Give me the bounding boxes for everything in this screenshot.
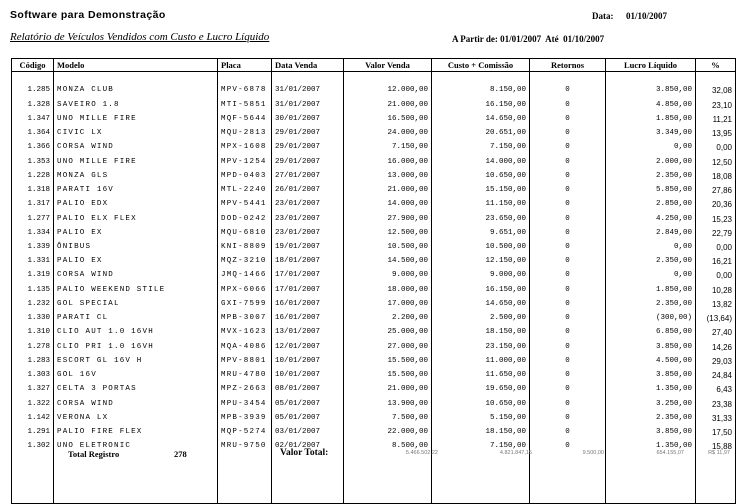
cell-percent: 17,50: [696, 425, 736, 439]
cell-retornos: 0: [530, 383, 606, 397]
cell-lucro-liquido: 3.850,00: [606, 340, 696, 354]
cell-retornos: 0: [530, 127, 606, 141]
cell-retornos: 0: [530, 155, 606, 169]
col-header-custo-comissao: Custo + Comissão: [432, 59, 530, 72]
cell-codigo: 1.334: [12, 226, 54, 240]
cell-modelo: CLIO AUT 1.0 16VH: [54, 326, 218, 340]
cell-placa: MQU-2813: [218, 127, 272, 141]
cell-placa: MPV-5441: [218, 198, 272, 212]
cell-valor-venda: 21.000,00: [344, 383, 432, 397]
cell-placa: MPD-0403: [218, 169, 272, 183]
cell-custo-comissao: 9.651,00: [432, 226, 530, 240]
cell-data-venda: 27/01/2007: [272, 169, 344, 183]
table-row: [12, 155, 736, 169]
cell-valor-venda: 15.500,00: [344, 368, 432, 382]
cell-percent: 16,21: [696, 255, 736, 269]
cell-placa: MPX-1608: [218, 141, 272, 155]
cell-codigo: 1.327: [12, 383, 54, 397]
sales-table: [11, 58, 736, 504]
total-valor-venda: 5.466.502,22: [405, 450, 438, 456]
cell-percent: (13,64): [696, 312, 736, 326]
cell-lucro-liquido: 3.850,00: [606, 84, 696, 98]
cell-lucro-liquido: 6.850,00: [606, 326, 696, 340]
cell-retornos: 0: [530, 297, 606, 311]
cell-retornos: 0: [530, 312, 606, 326]
cell-lucro-liquido: 4.250,00: [606, 212, 696, 226]
cell-placa: JMQ-1466: [218, 269, 272, 283]
cell-custo-comissao: 15.150,00: [432, 183, 530, 197]
cell-retornos: 0: [530, 98, 606, 112]
cell-codigo: 1.303: [12, 368, 54, 382]
table-row: [12, 183, 736, 197]
cell-custo-comissao: 19.650,00: [432, 383, 530, 397]
cell-placa: MPB-3939: [218, 411, 272, 425]
cell-placa: MPV-6878: [218, 84, 272, 98]
cell-custo-comissao: 10.650,00: [432, 397, 530, 411]
table-row: [12, 297, 736, 311]
table-row: [12, 212, 736, 226]
cell-custo-comissao: 16.150,00: [432, 283, 530, 297]
cell-placa: MPU-3454: [218, 397, 272, 411]
cell-data-venda: 03/01/2007: [272, 425, 344, 439]
cell-percent: 23,38: [696, 397, 736, 411]
cell-custo-comissao: 12.150,00: [432, 255, 530, 269]
cell-lucro-liquido: 4.500,00: [606, 354, 696, 368]
cell-percent: 27,40: [696, 326, 736, 340]
cell-retornos: 0: [530, 283, 606, 297]
cell-modelo: CLIO PRI 1.0 16VH: [54, 340, 218, 354]
cell-valor-venda: 27.900,00: [344, 212, 432, 226]
cell-lucro-liquido: 0,00: [606, 269, 696, 283]
cell-lucro-liquido: 2.000,00: [606, 155, 696, 169]
cell-retornos: 0: [530, 226, 606, 240]
cell-data-venda: 18/01/2007: [272, 255, 344, 269]
cell-data-venda: 02/01/2007: [272, 440, 344, 455]
cell-data-venda: 13/01/2007: [272, 326, 344, 340]
cell-percent: 12,50: [696, 155, 736, 169]
cell-lucro-liquido: 2.850,00: [606, 198, 696, 212]
cell-placa: MQF-5644: [218, 112, 272, 126]
cell-modelo: GOL SPECIAL: [54, 297, 218, 311]
cell-custo-comissao: 8.150,00: [432, 84, 530, 98]
range-start: 01/01/2007: [500, 34, 542, 44]
cell-placa: MPV-8801: [218, 354, 272, 368]
cell-retornos: 0: [530, 255, 606, 269]
cell-modelo: VERONA LX: [54, 411, 218, 425]
cell-placa: MPZ-2663: [218, 383, 272, 397]
totals-row: [12, 466, 736, 504]
table-row: [12, 397, 736, 411]
cell-retornos: 0: [530, 411, 606, 425]
cell-valor-venda: 13.900,00: [344, 397, 432, 411]
cell-retornos: 0: [530, 112, 606, 126]
cell-modelo: PALIO EX: [54, 255, 218, 269]
table-row: [12, 411, 736, 425]
cell-retornos: 0: [530, 141, 606, 155]
cell-valor-venda: 14.000,00: [344, 198, 432, 212]
cell-codigo: 1.232: [12, 297, 54, 311]
cell-valor-venda: 15.500,00: [344, 354, 432, 368]
cell-data-venda: 19/01/2007: [272, 240, 344, 254]
cell-custo-comissao: 7.150,00: [432, 141, 530, 155]
table-header-row: [12, 59, 736, 72]
date-range: [452, 34, 604, 44]
cell-retornos: 0: [530, 84, 606, 98]
cell-modelo: PARATI 16V: [54, 183, 218, 197]
cell-placa: MTI-5851: [218, 98, 272, 112]
cell-percent: 6,43: [696, 383, 736, 397]
cell-lucro-liquido: 1.850,00: [606, 112, 696, 126]
cell-lucro-liquido: 1.350,00: [606, 440, 696, 455]
cell-custo-comissao: 11.000,00: [432, 354, 530, 368]
app-title: Software para Demonstração: [10, 9, 166, 21]
table-row: [12, 255, 736, 269]
col-header-lucro-liquido: Lucro Líquido: [606, 59, 696, 72]
cell-lucro-liquido: 1.350,00: [606, 383, 696, 397]
cell-data-venda: 29/01/2007: [272, 155, 344, 169]
cell-data-venda: 23/01/2007: [272, 198, 344, 212]
cell-modelo: CELTA 3 PORTAS: [54, 383, 218, 397]
cell-placa: MTL-2240: [218, 183, 272, 197]
cell-valor-venda: 21.000,00: [344, 98, 432, 112]
cell-codigo: 1.135: [12, 283, 54, 297]
cell-data-venda: 16/01/2007: [272, 297, 344, 311]
cell-data-venda: 30/01/2007: [272, 112, 344, 126]
cell-codigo: 1.291: [12, 425, 54, 439]
cell-modelo: UNO MILLE FIRE: [54, 112, 218, 126]
cell-percent: 13,95: [696, 127, 736, 141]
cell-codigo: 1.278: [12, 340, 54, 354]
cell-modelo: PALIO EX: [54, 226, 218, 240]
cell-lucro-liquido: 2.350,00: [606, 255, 696, 269]
cell-codigo: 1.142: [12, 411, 54, 425]
range-label: A Partir de:: [452, 34, 498, 44]
cell-modelo: CORSA WIND: [54, 141, 218, 155]
cell-percent: 13,82: [696, 297, 736, 311]
cell-codigo: 1.353: [12, 155, 54, 169]
cell-placa: MPV-1254: [218, 155, 272, 169]
cell-placa: GXI-7599: [218, 297, 272, 311]
cell-percent: 0,00: [696, 240, 736, 254]
cell-codigo: 1.366: [12, 141, 54, 155]
cell-valor-venda: 9.000,00: [344, 269, 432, 283]
cell-retornos: 0: [530, 354, 606, 368]
cell-percent: 24,84: [696, 368, 736, 382]
cell-valor-venda: 8.500,00: [344, 440, 432, 455]
cell-percent: 31,33: [696, 411, 736, 425]
cell-placa: DOD-0242: [218, 212, 272, 226]
cell-percent: 29,03: [696, 354, 736, 368]
cell-codigo: 1.302: [12, 440, 54, 455]
table-row: [12, 368, 736, 382]
padding-row: [12, 72, 736, 84]
cell-valor-venda: 2.200,00: [344, 312, 432, 326]
cell-percent: 32,08: [696, 84, 736, 98]
cell-lucro-liquido: 3.250,00: [606, 397, 696, 411]
cell-placa: MVX-1623: [218, 326, 272, 340]
cell-retornos: 0: [530, 198, 606, 212]
cell-lucro-liquido: 0,00: [606, 141, 696, 155]
cell-percent: 20,36: [696, 198, 736, 212]
cell-percent: 18,08: [696, 169, 736, 183]
cell-custo-comissao: 14.000,00: [432, 155, 530, 169]
cell-lucro-liquido: 0,00: [606, 240, 696, 254]
cell-valor-venda: 10.500,00: [344, 240, 432, 254]
cell-custo-comissao: 20.651,00: [432, 127, 530, 141]
cell-data-venda: 12/01/2007: [272, 340, 344, 354]
cell-percent: 15,88: [696, 440, 736, 455]
cell-codigo: 1.277: [12, 212, 54, 226]
cell-lucro-liquido: 2.350,00: [606, 297, 696, 311]
range-until-label: Até: [545, 34, 559, 44]
col-header-valor-venda: Valor Venda: [344, 59, 432, 72]
cell-retornos: 0: [530, 397, 606, 411]
cell-data-venda: 29/01/2007: [272, 141, 344, 155]
cell-custo-comissao: 7.150,00: [432, 440, 530, 455]
cell-modelo: PALIO WEEKEND STILE: [54, 283, 218, 297]
cell-lucro-liquido: (300,00): [606, 312, 696, 326]
cell-codigo: 1.319: [12, 269, 54, 283]
cell-data-venda: 17/01/2007: [272, 269, 344, 283]
cell-percent: 22,79: [696, 226, 736, 240]
table-row: [12, 84, 736, 98]
cell-retornos: 0: [530, 368, 606, 382]
cell-modelo: SAVEIRO 1.8: [54, 98, 218, 112]
cell-codigo: 1.310: [12, 326, 54, 340]
total-percent: R$ 11,97: [708, 450, 730, 456]
cell-data-venda: 23/01/2007: [272, 212, 344, 226]
cell-valor-venda: 18.000,00: [344, 283, 432, 297]
cell-valor-venda: 21.000,00: [344, 183, 432, 197]
cell-retornos: 0: [530, 183, 606, 197]
report-title: Relatório de Veículos Vendidos com Custo e Lucro Líquido: [10, 31, 270, 43]
cell-placa: MQA-4086: [218, 340, 272, 354]
cell-data-venda: 31/01/2007: [272, 84, 344, 98]
cell-lucro-liquido: 2.350,00: [606, 411, 696, 425]
cell-data-venda: 31/01/2007: [272, 98, 344, 112]
table-row: [12, 383, 736, 397]
cell-valor-venda: 25.000,00: [344, 326, 432, 340]
cell-placa: MPB-3007: [218, 312, 272, 326]
cell-codigo: 1.330: [12, 312, 54, 326]
table-row: [12, 98, 736, 112]
cell-modelo: MONZA CLUB: [54, 84, 218, 98]
cell-placa: MQU-6810: [218, 226, 272, 240]
cell-modelo: CIVIC LX: [54, 127, 218, 141]
cell-retornos: 0: [530, 440, 606, 455]
total-registro-count: 278: [174, 449, 187, 459]
cell-custo-comissao: 18.150,00: [432, 326, 530, 340]
cell-custo-comissao: 9.000,00: [432, 269, 530, 283]
cell-percent: 23,10: [696, 98, 736, 112]
table-row: [12, 312, 736, 326]
cell-data-venda: 05/01/2007: [272, 411, 344, 425]
cell-modelo: UNO ELETRONIC: [54, 440, 218, 455]
cell-modelo: ÔNIBUS: [54, 240, 218, 254]
valor-total-label: Valor Total:: [280, 448, 329, 458]
cell-modelo: UNO MILLE FIRE: [54, 155, 218, 169]
cell-percent: 27,86: [696, 183, 736, 197]
cell-custo-comissao: 23.150,00: [432, 340, 530, 354]
range-end: 01/10/2007: [563, 34, 605, 44]
cell-modelo: PALIO ELX FLEX: [54, 212, 218, 226]
cell-valor-venda: 7.500,00: [344, 411, 432, 425]
cell-lucro-liquido: 4.850,00: [606, 98, 696, 112]
cell-data-venda: 05/01/2007: [272, 397, 344, 411]
total-retornos: 9.500,00: [582, 450, 604, 456]
cell-percent: 10,28: [696, 283, 736, 297]
cell-codigo: 1.318: [12, 183, 54, 197]
cell-valor-venda: 7.150,00: [344, 141, 432, 155]
cell-lucro-liquido: 1.850,00: [606, 283, 696, 297]
cell-lucro-liquido: 3.850,00: [606, 368, 696, 382]
cell-data-venda: 29/01/2007: [272, 127, 344, 141]
cell-custo-comissao: 10.650,00: [432, 169, 530, 183]
cell-codigo: 1.347: [12, 112, 54, 126]
table-row: [12, 226, 736, 240]
table-row: [12, 240, 736, 254]
cell-retornos: 0: [530, 240, 606, 254]
cell-modelo: CORSA WIND: [54, 397, 218, 411]
col-header-percent: %: [696, 59, 736, 72]
cell-custo-comissao: 10.500,00: [432, 240, 530, 254]
date-label: Data:: [592, 11, 614, 21]
table-row: [12, 354, 736, 368]
cell-percent: 0,00: [696, 269, 736, 283]
cell-valor-venda: 17.000,00: [344, 297, 432, 311]
cell-retornos: 0: [530, 326, 606, 340]
cell-codigo: 1.283: [12, 354, 54, 368]
col-header-retornos: Retornos: [530, 59, 606, 72]
cell-lucro-liquido: 5.850,00: [606, 183, 696, 197]
cell-custo-comissao: 11.650,00: [432, 368, 530, 382]
cell-valor-venda: 12.000,00: [344, 84, 432, 98]
cell-valor-venda: 16.000,00: [344, 155, 432, 169]
cell-custo-comissao: 18.150,00: [432, 425, 530, 439]
cell-percent: 14,26: [696, 340, 736, 354]
cell-codigo: 1.228: [12, 169, 54, 183]
cell-valor-venda: 12.500,00: [344, 226, 432, 240]
cell-lucro-liquido: 3.349,00: [606, 127, 696, 141]
cell-placa: KNI-8809: [218, 240, 272, 254]
table-row: [12, 198, 736, 212]
cell-placa: MQZ-3210: [218, 255, 272, 269]
cell-codigo: 1.317: [12, 198, 54, 212]
cell-modelo: PALIO EDX: [54, 198, 218, 212]
col-header-modelo: Modelo: [54, 59, 218, 72]
total-registro-label: Total Registro: [68, 449, 120, 459]
cell-custo-comissao: 14.650,00: [432, 297, 530, 311]
cell-valor-venda: 14.500,00: [344, 255, 432, 269]
table-row: [12, 112, 736, 126]
cell-codigo: 1.331: [12, 255, 54, 269]
cell-percent: 11,21: [696, 112, 736, 126]
col-header-placa: Placa: [218, 59, 272, 72]
table-row: [12, 169, 736, 183]
cell-modelo: GOL 16V: [54, 368, 218, 382]
cell-codigo: 1.322: [12, 397, 54, 411]
total-lucro-liquido: 654.155,07: [656, 450, 684, 456]
cell-custo-comissao: 2.500,00: [432, 312, 530, 326]
cell-placa: MRU-9750: [218, 440, 272, 455]
table-row: [12, 425, 736, 439]
cell-data-venda: 08/01/2007: [272, 383, 344, 397]
cell-retornos: 0: [530, 169, 606, 183]
cell-valor-venda: 24.000,00: [344, 127, 432, 141]
table-row: [12, 269, 736, 283]
total-custo-comissao: 4.821.847,15: [499, 450, 532, 456]
col-header-codigo: Código: [12, 59, 54, 72]
cell-retornos: 0: [530, 340, 606, 354]
cell-valor-venda: 22.000,00: [344, 425, 432, 439]
cell-placa: MQP-5274: [218, 425, 272, 439]
cell-custo-comissao: 16.150,00: [432, 98, 530, 112]
cell-data-venda: 23/01/2007: [272, 226, 344, 240]
cell-data-venda: 17/01/2007: [272, 283, 344, 297]
cell-modelo: CORSA WIND: [54, 269, 218, 283]
cell-data-venda: 26/01/2007: [272, 183, 344, 197]
col-header-data-venda: Data Venda: [272, 59, 344, 72]
table-row: [12, 340, 736, 354]
cell-retornos: 0: [530, 425, 606, 439]
cell-placa: MRU-4780: [218, 368, 272, 382]
cell-data-venda: 16/01/2007: [272, 312, 344, 326]
cell-valor-venda: 16.500,00: [344, 112, 432, 126]
cell-codigo: 1.285: [12, 84, 54, 98]
cell-data-venda: 10/01/2007: [272, 354, 344, 368]
cell-valor-venda: 27.000,00: [344, 340, 432, 354]
cell-modelo: PARATI CL: [54, 312, 218, 326]
cell-valor-venda: 13.000,00: [344, 169, 432, 183]
cell-retornos: 0: [530, 212, 606, 226]
date-value: 01/10/2007: [626, 11, 668, 21]
table-row: [12, 326, 736, 340]
table-row: [12, 283, 736, 297]
cell-codigo: 1.339: [12, 240, 54, 254]
cell-percent: 15,23: [696, 212, 736, 226]
cell-codigo: 1.328: [12, 98, 54, 112]
cell-custo-comissao: 11.150,00: [432, 198, 530, 212]
cell-custo-comissao: 5.150,00: [432, 411, 530, 425]
cell-custo-comissao: 23.650,00: [432, 212, 530, 226]
cell-lucro-liquido: 2.350,00: [606, 169, 696, 183]
cell-lucro-liquido: 2.849,00: [606, 226, 696, 240]
cell-lucro-liquido: 3.850,00: [606, 425, 696, 439]
cell-retornos: 0: [530, 269, 606, 283]
cell-data-venda: 10/01/2007: [272, 368, 344, 382]
cell-percent: 0,00: [696, 141, 736, 155]
table-row: [12, 141, 736, 155]
cell-codigo: 1.364: [12, 127, 54, 141]
table-row: [12, 127, 736, 141]
cell-modelo: MONZA GLS: [54, 169, 218, 183]
cell-modelo: PALIO FIRE FLEX: [54, 425, 218, 439]
cell-modelo: ESCORT GL 16V H: [54, 354, 218, 368]
cell-custo-comissao: 14.650,00: [432, 112, 530, 126]
cell-placa: MPX-6066: [218, 283, 272, 297]
